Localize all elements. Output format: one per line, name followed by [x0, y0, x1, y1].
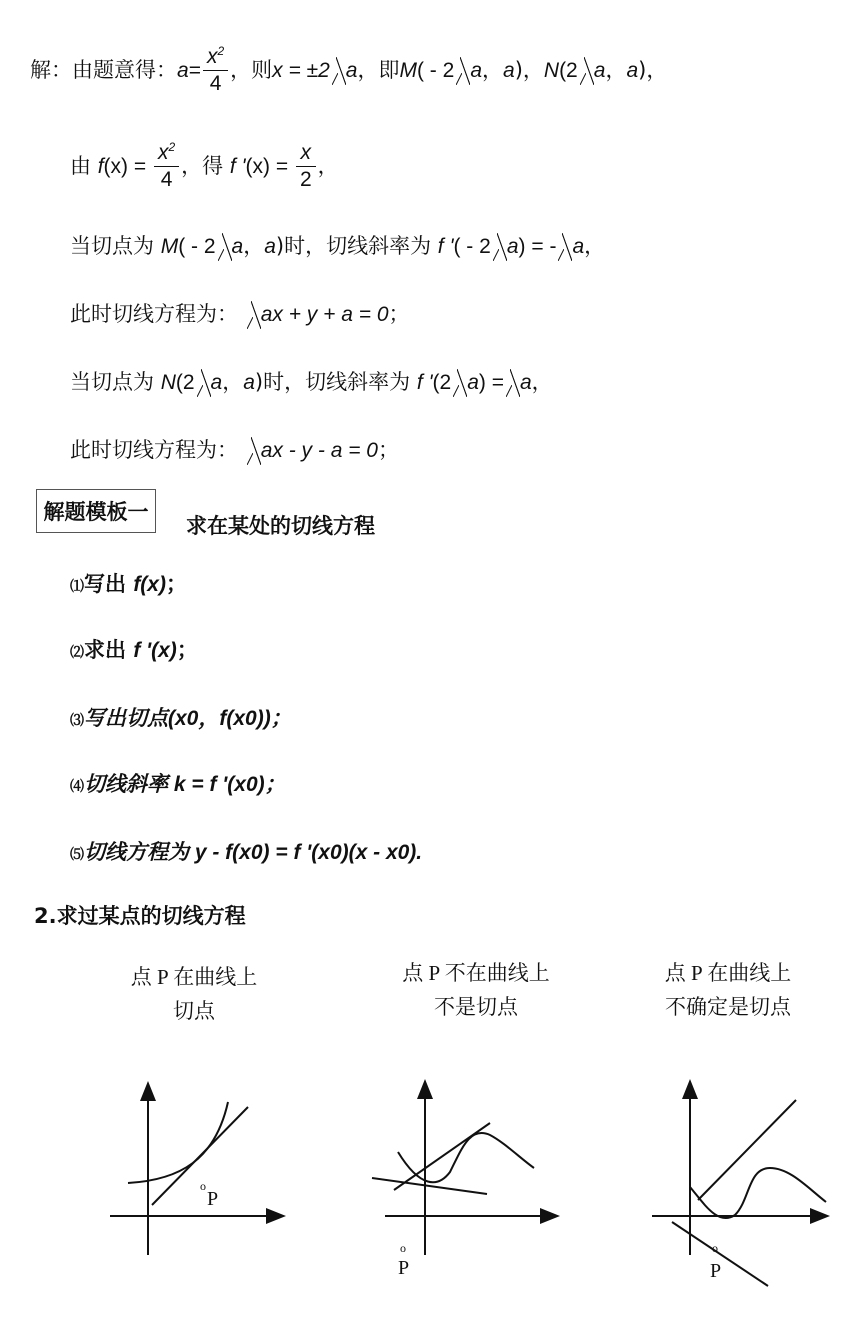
step-text: 切线斜率 k = f '(x0)； — [84, 773, 286, 796]
point-label-p: P — [207, 1188, 219, 1210]
step-math: f '(x) — [133, 639, 177, 662]
sqrt-a: a — [218, 235, 244, 259]
step-text: 写出 — [84, 572, 126, 596]
figure-3 — [652, 1083, 826, 1286]
tangent-line-lower — [372, 1178, 487, 1194]
fraction-numerator: x — [157, 141, 169, 164]
line-upper — [698, 1100, 796, 1200]
sqrt-a: a — [558, 235, 584, 259]
sqrt-a: a — [456, 59, 482, 83]
point-M: M — [160, 235, 179, 258]
step-number: ⑶ — [70, 713, 84, 729]
sqrt-expression: ax + y + a = 0 — [247, 303, 389, 327]
point-N: N — [160, 371, 176, 394]
point-M: M — [399, 58, 417, 82]
section-2-title: 2.求过某点的切线方程 — [34, 904, 246, 928]
comma: ， — [243, 234, 265, 258]
fraction-denominator: 4 — [209, 72, 222, 96]
figure-1 — [110, 1085, 282, 1255]
exponent: 2 — [168, 140, 176, 154]
text-when-tangent: 当切点为 — [70, 234, 154, 258]
caption-line-1: 点 P 不在曲线上 — [402, 961, 550, 985]
point-N-x: (2 — [175, 371, 195, 394]
func-f-prime: f ' — [416, 371, 433, 394]
fraction-numerator: x — [296, 140, 316, 167]
text-from: 由 — [70, 153, 91, 178]
point-marker: o — [200, 1179, 206, 1193]
comma: ， — [584, 234, 606, 258]
sqrt-a: a — [332, 59, 358, 83]
comma: ， — [482, 57, 503, 82]
var-a: a — [243, 371, 255, 394]
text-slope: )时，切线斜率为 — [254, 370, 411, 394]
fraction-denominator: 2 — [299, 168, 312, 192]
text-namely: ，即 — [357, 57, 400, 82]
comma: ， — [605, 57, 627, 82]
var-a: a — [626, 58, 639, 82]
text-then: ，则 — [230, 57, 273, 82]
exponent: 2 — [217, 44, 225, 58]
point-label-p: P — [710, 1260, 722, 1282]
var-a: a — [264, 235, 276, 258]
caption-line-1: 点 P 在曲线上 — [130, 965, 258, 989]
func-f-prime-arg: (2 — [432, 371, 452, 394]
x-equals: x = ±2 — [272, 58, 330, 82]
sqrt-a: a — [453, 371, 479, 395]
equals-sign: = — [188, 58, 201, 82]
sqrt-a: a — [580, 59, 606, 83]
func-f-arg: (x) = — [103, 154, 152, 178]
point-N-x: (2 — [559, 58, 578, 82]
solution-prefix: 解：由题意得： — [30, 57, 177, 82]
close-paren: )， — [514, 57, 544, 82]
point-M-x: ( - 2 — [178, 235, 216, 258]
sqrt-a: a — [506, 371, 532, 395]
template-title: 求在某处的切线方程 — [186, 514, 375, 538]
sqrt-a: a — [197, 371, 223, 395]
step-number: ⑵ — [70, 645, 84, 661]
step-tail: ； — [165, 572, 187, 596]
caption-line-2: 切点 — [173, 999, 215, 1023]
curve — [690, 1168, 826, 1218]
step-text: 求出 — [84, 638, 126, 662]
equals-neg: ) = - — [518, 235, 557, 258]
point-N: N — [543, 58, 560, 82]
func-f-prime: f ' — [229, 154, 246, 178]
semicolon: ； — [377, 438, 399, 462]
point-label-p: P — [398, 1257, 410, 1279]
text-slope: )时，切线斜率为 — [275, 234, 432, 258]
figure-2 — [372, 1083, 556, 1255]
semicolon: ； — [388, 302, 410, 326]
step-number: ⑷ — [70, 779, 84, 795]
func-f-prime-arg: (x) = — [245, 154, 294, 178]
point-marker: o — [712, 1241, 718, 1255]
comma: ， — [317, 153, 339, 178]
step-number: ⑴ — [70, 579, 84, 595]
caption-line-2: 不确定是切点 — [665, 995, 791, 1019]
fraction-numerator: x — [206, 45, 218, 68]
var-a: a — [177, 58, 189, 82]
sqrt-expression: ax - y - a = 0 — [247, 439, 378, 463]
caption-line-1: 点 P 在曲线上 — [664, 961, 792, 985]
func-f-prime-arg: ( - 2 — [453, 235, 491, 258]
close-paren: )， — [638, 57, 668, 82]
step-text: 写出切点(x0，f(x0))； — [84, 707, 292, 730]
text-tangent-equation: 此时切线方程为： — [70, 438, 238, 462]
comma: ， — [531, 370, 553, 394]
func-f: f — [97, 154, 104, 178]
point-M-x: ( - 2 — [416, 58, 455, 82]
comma: ， — [222, 370, 244, 394]
func-f-prime: f ' — [437, 235, 454, 258]
text-when-tangent: 当切点为 — [70, 370, 154, 394]
point-marker: o — [400, 1241, 406, 1255]
equals-sign: ) = — [478, 371, 504, 394]
point-labels — [200, 1179, 721, 1282]
template-badge: 解题模板一 — [36, 489, 156, 533]
text-get: ，得 — [181, 153, 224, 178]
text-tangent-equation: 此时切线方程为： — [70, 302, 238, 326]
step-math: f(x) — [133, 573, 166, 596]
caption-line-2: 不是切点 — [434, 995, 518, 1019]
step-number: ⑸ — [70, 847, 84, 863]
sqrt-a: a — [493, 235, 519, 259]
fraction-denominator: 4 — [160, 168, 173, 192]
step-text: 切线方程为 y - f(x0) = f '(x0)(x - x0). — [84, 841, 423, 864]
var-a: a — [503, 58, 515, 82]
step-tail: ； — [176, 638, 198, 662]
